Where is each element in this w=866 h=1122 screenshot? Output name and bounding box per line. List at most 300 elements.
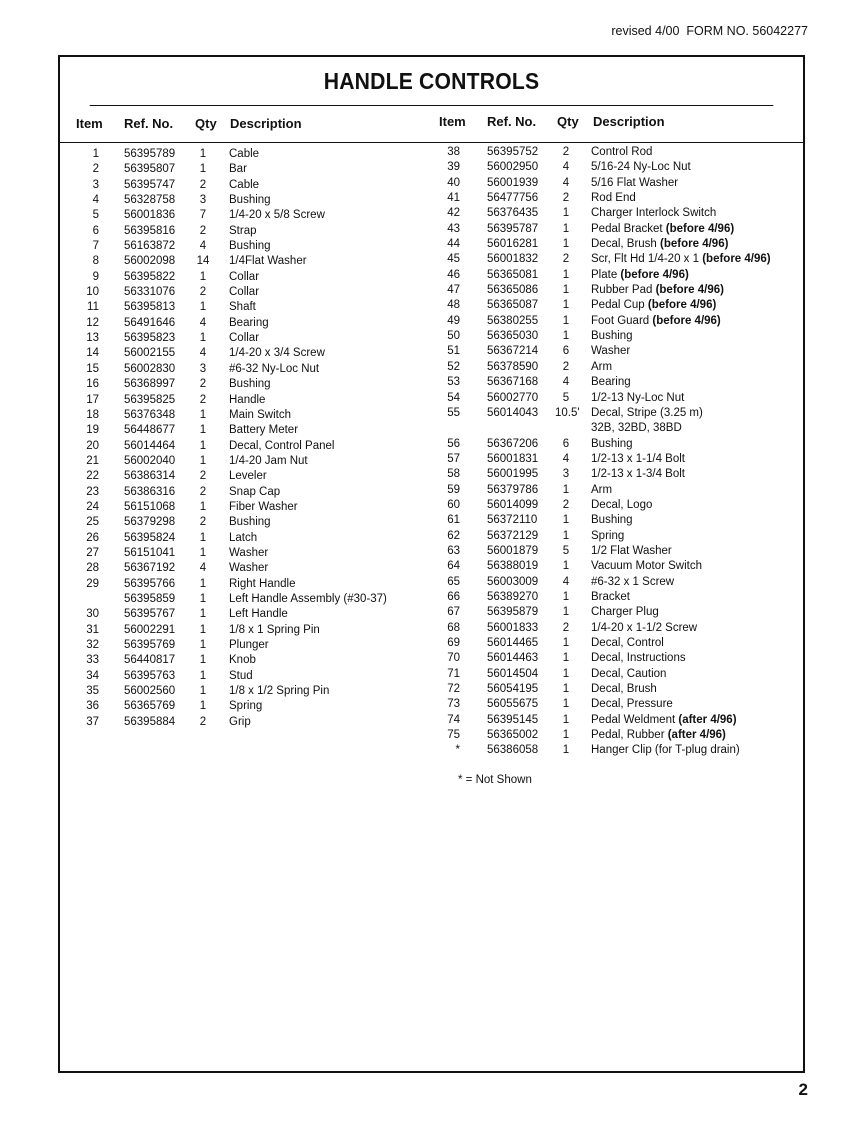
quantity: 3 [199, 194, 207, 207]
item-number: 49 [447, 314, 460, 327]
description: Strap [229, 224, 257, 237]
table-row [60, 654, 420, 669]
quantity: 1 [199, 577, 207, 590]
item-number: 4 [92, 194, 99, 207]
date-note: (before 4/96) [665, 222, 735, 235]
description: Decal, Brush [591, 683, 657, 696]
description: Vacuum Motor Switch [591, 560, 702, 573]
description: 1/4Flat Washer [229, 255, 307, 268]
table-row [420, 238, 805, 253]
header-ref-right: Ref. No. [487, 114, 537, 129]
quantity: 1 [562, 314, 570, 327]
item-number: 38 [447, 146, 460, 158]
header-rule [60, 142, 803, 143]
description: Decal, Caution [591, 667, 667, 680]
description: Washer [591, 345, 631, 358]
table-row [420, 468, 805, 483]
quantity: 1 [199, 148, 207, 160]
ref-number: 56163872 [124, 240, 176, 253]
description: Left Handle Assembly (#30-37) [229, 592, 387, 605]
item-number: 63 [447, 544, 460, 557]
table-row [420, 207, 805, 222]
table-row [420, 668, 805, 683]
quantity: 14 [196, 255, 210, 268]
ref-number: 56367206 [487, 437, 539, 450]
ref-number: 56014099 [487, 498, 539, 511]
ref-number: 56367214 [487, 345, 539, 358]
table-row [60, 240, 420, 255]
ref-number: 56365769 [124, 700, 176, 713]
description: Washer [229, 562, 269, 575]
description: Spring [229, 700, 263, 713]
table-row [60, 148, 420, 163]
description: Bushing [229, 516, 271, 529]
quantity: 4 [562, 575, 570, 588]
table-row [420, 484, 805, 499]
table-row [60, 532, 420, 547]
date-note: (before 4/96) [702, 253, 771, 266]
ref-number: 56001833 [487, 621, 539, 634]
item-number: 1 [92, 148, 99, 160]
description: Latch [229, 531, 258, 544]
date-note: (after 4/96) [678, 713, 737, 726]
form-number: FORM NO. 56042277 [686, 24, 808, 38]
page-title: HANDLE CONTROLS [90, 57, 774, 106]
description: 5/16-24 Ny-Loc Nut [591, 161, 691, 174]
quantity: 2 [199, 393, 207, 406]
item-number: 19 [86, 424, 99, 437]
ref-number: 56491646 [124, 316, 176, 329]
description: Bracket [591, 590, 630, 603]
ref-number: 56014504 [487, 667, 539, 680]
ref-number: 56014465 [487, 637, 539, 649]
quantity: 2 [562, 146, 570, 158]
description: Snap Cap [229, 485, 281, 498]
quantity: 6 [562, 437, 570, 450]
quantity: 4 [562, 452, 570, 465]
table-row [60, 225, 420, 240]
ref-number: 56372129 [487, 529, 539, 542]
ref-number: 56365087 [487, 299, 539, 312]
description: 32B, 32BD, 38BD [591, 422, 682, 435]
description: Bushing [229, 194, 271, 207]
item-number: 54 [447, 391, 460, 404]
quantity: 1 [562, 590, 570, 603]
description: Pedal Bracket (before 4/96) [591, 222, 735, 235]
ref-number: 56001879 [487, 544, 539, 557]
quantity: 4 [562, 176, 570, 189]
ref-number: 56440817 [124, 654, 176, 667]
table-row [420, 714, 805, 729]
table-row [420, 591, 805, 606]
quantity: 1 [199, 608, 207, 621]
ref-number: 56001832 [487, 253, 539, 266]
ref-number: 56389270 [487, 590, 539, 603]
description: Spring [591, 529, 625, 542]
description: 1/4-20 x 5/8 Screw [229, 209, 325, 222]
quantity: 2 [199, 516, 207, 529]
table-row [420, 652, 805, 667]
ref-number: 56395769 [124, 639, 176, 651]
item-number: 18 [86, 408, 99, 421]
ref-number: 56328758 [124, 194, 176, 207]
description: Grip [229, 715, 251, 728]
ref-number: 56365030 [487, 330, 539, 343]
item-number: 59 [447, 483, 460, 496]
item-number: 3 [92, 178, 99, 191]
quantity: 2 [562, 498, 570, 511]
quantity: 1 [562, 652, 570, 665]
description: 1/2-13 x 1-3/4 Bolt [591, 468, 685, 481]
quantity: 1 [199, 639, 207, 651]
quantity: 1 [562, 238, 570, 251]
description: #6-32 Ny-Loc Nut [229, 362, 320, 375]
date-note: (before 4/96) [647, 299, 717, 312]
table-row [60, 670, 420, 685]
table-row [420, 453, 805, 468]
description: 1/8 x 1 Spring Pin [229, 623, 320, 636]
description: Collar [229, 332, 260, 345]
ref-number: 56367168 [487, 376, 539, 389]
description: Leveler [229, 470, 267, 483]
ref-number: 56002155 [124, 347, 176, 360]
quantity: 1 [562, 268, 570, 281]
description: Shaft [229, 301, 256, 314]
description: Left Handle [229, 608, 288, 621]
quantity: 4 [199, 316, 207, 329]
item-number: 44 [447, 238, 460, 251]
quantity: 1 [199, 700, 207, 713]
ref-number: 56054195 [487, 683, 539, 696]
quantity: 6 [562, 345, 570, 358]
item-number: 45 [447, 253, 460, 266]
quantity: 4 [199, 347, 207, 360]
item-number: 43 [447, 222, 460, 235]
table-row [60, 639, 420, 654]
quantity: 4 [199, 240, 207, 253]
page-number: 2 [798, 1080, 808, 1099]
item-number: 36 [86, 700, 99, 713]
item-number: 64 [447, 560, 460, 573]
description: Knob [229, 654, 256, 667]
quantity: 2 [562, 360, 570, 373]
table-row [60, 347, 420, 362]
description: 1/4-20 x 1-1/2 Screw [591, 621, 698, 634]
description: #6-32 x 1 Screw [591, 575, 675, 588]
quantity: 1 [562, 667, 570, 680]
table-row [60, 486, 420, 501]
table-row [420, 530, 805, 545]
ref-number: 56001831 [487, 452, 539, 465]
quantity: 3 [562, 468, 570, 481]
table-row [420, 161, 805, 176]
item-number: 8 [92, 255, 99, 268]
ref-number: 56331076 [124, 286, 176, 299]
description: Rod End [591, 192, 636, 205]
description: Decal, Logo [591, 498, 653, 511]
ref-number: 56380255 [487, 314, 539, 327]
table-row [420, 422, 805, 437]
item-number: 28 [86, 562, 99, 575]
quantity: 2 [562, 621, 570, 634]
table-row [60, 685, 420, 700]
table-row [60, 194, 420, 209]
description: Charger Plug [591, 606, 659, 619]
table-row [420, 192, 805, 207]
item-number: 23 [86, 485, 99, 498]
revised-date: revised 4/00 [611, 24, 680, 38]
item-number: 37 [86, 715, 99, 728]
table-row [420, 253, 805, 268]
item-number: 75 [447, 729, 460, 742]
item-number: 26 [86, 531, 99, 544]
description: Decal, Pressure [591, 698, 673, 711]
description: Bushing [591, 330, 633, 343]
ref-number: 56448677 [124, 424, 176, 437]
table-row [60, 440, 420, 455]
item-number: 12 [86, 316, 99, 329]
item-number: 24 [86, 500, 99, 513]
item-number: 15 [86, 362, 99, 375]
table-row [60, 593, 420, 608]
ref-number: 56376435 [487, 207, 539, 220]
header-desc-right: Description [593, 114, 665, 129]
ref-number: 56002040 [124, 454, 176, 467]
quantity: 1 [562, 284, 570, 297]
table-row [420, 514, 805, 529]
quantity: 5 [562, 391, 570, 404]
date-note: (before 4/96) [620, 268, 689, 281]
table-row [60, 286, 420, 301]
ref-number: 56386314 [124, 470, 176, 483]
table-row [420, 299, 805, 314]
date-note: (before 4/96) [655, 284, 724, 297]
quantity: 1 [562, 637, 570, 649]
ref-number: 56014464 [124, 439, 176, 452]
parts-list-frame [58, 55, 805, 1073]
quantity: 2 [199, 470, 207, 483]
table-row [420, 177, 805, 192]
description: Fiber Washer [229, 500, 298, 513]
description: 1/8 x 1/2 Spring Pin [229, 685, 330, 698]
quantity: 1 [199, 546, 207, 559]
description: Scr, Flt Hd 1/4-20 x 1 (before 4/96) [591, 253, 771, 266]
item-number: 70 [447, 652, 460, 665]
description: Arm [591, 360, 613, 373]
description: Bushing [229, 240, 271, 253]
table-row [60, 209, 420, 224]
table-row [420, 345, 805, 360]
description: Decal, Stripe (3.25 m) [591, 406, 703, 419]
ref-number: 56001995 [487, 468, 539, 481]
item-number: 17 [86, 393, 99, 406]
quantity: 2 [199, 715, 207, 728]
ref-number: 56395752 [487, 146, 539, 158]
description: 1/2 Flat Washer [591, 544, 672, 557]
table-row [420, 606, 805, 621]
quantity: 1 [562, 529, 570, 542]
table-row [60, 700, 420, 715]
ref-number: 56376348 [124, 408, 176, 421]
description: Pedal Cup (before 4/96) [591, 299, 717, 312]
quantity: 1 [199, 454, 207, 467]
ref-number: 56395747 [124, 178, 176, 191]
item-number: 20 [86, 439, 99, 452]
ref-number: 56395879 [487, 606, 539, 619]
description: Control Rod [591, 146, 653, 158]
description: Pedal Weldment (after 4/96) [591, 713, 737, 726]
item-number: 62 [447, 529, 460, 542]
left-parts-list [60, 148, 420, 731]
right-parts-list [420, 146, 805, 760]
item-number: 65 [447, 575, 460, 588]
ref-number: 56395825 [124, 393, 176, 406]
description: 1/4-20 Jam Nut [229, 454, 308, 467]
description: 1/2-13 Ny-Loc Nut [591, 391, 685, 404]
date-note: (before 4/96) [652, 314, 721, 327]
item-number: 27 [86, 546, 99, 559]
item-number: 32 [86, 639, 99, 651]
table-row [60, 455, 420, 470]
description: Stud [229, 669, 253, 682]
quantity: 1 [562, 207, 570, 220]
table-row [420, 729, 805, 744]
description: Right Handle [229, 577, 296, 590]
description: Bushing [591, 514, 633, 527]
item-number: 13 [86, 332, 99, 345]
description: Hanger Clip (for T-plug drain) [591, 744, 740, 757]
ref-number: 56395145 [487, 713, 539, 726]
ref-number: 56368997 [124, 378, 176, 391]
table-row [420, 407, 805, 422]
item-number: 2 [92, 163, 99, 176]
quantity: 1 [562, 330, 570, 343]
header-qty-left: Qty [195, 116, 217, 131]
item-number: 66 [447, 590, 460, 603]
item-number: 69 [447, 637, 460, 649]
item-number: 34 [86, 669, 99, 682]
description: Battery Meter [229, 424, 299, 437]
quantity: 2 [562, 192, 570, 205]
quantity: 1 [562, 560, 570, 573]
table-row [60, 363, 420, 378]
description: Bushing [591, 437, 633, 450]
table-row [60, 470, 420, 485]
quantity: 2 [562, 253, 570, 266]
table-row [420, 438, 805, 453]
item-number: 72 [447, 683, 460, 696]
date-note: (after 4/96) [667, 729, 726, 742]
table-row [60, 301, 420, 316]
table-row [60, 179, 420, 194]
table-row [420, 622, 805, 637]
item-number: 51 [447, 345, 460, 358]
quantity: 1 [199, 531, 207, 544]
table-row [420, 223, 805, 238]
item-number: 57 [447, 452, 460, 465]
header-ref-left: Ref. No. [124, 116, 174, 131]
item-number: 56 [447, 437, 460, 450]
form-header [611, 24, 808, 38]
item-number: 42 [447, 207, 460, 220]
item-number: 61 [447, 514, 460, 527]
description: Decal, Control [591, 637, 664, 649]
table-row [60, 255, 420, 270]
description: Rubber Pad (before 4/96) [591, 284, 724, 297]
item-number: 9 [92, 270, 99, 283]
description: 5/16 Flat Washer [591, 176, 679, 189]
ref-number: 56395822 [124, 270, 176, 283]
table-row [60, 624, 420, 639]
quantity: 1 [199, 332, 207, 345]
ref-number: 56379786 [487, 483, 539, 496]
item-number: 67 [447, 606, 460, 619]
table-row [60, 378, 420, 393]
column-headers [60, 116, 803, 138]
description: Handle [229, 393, 266, 406]
item-number: 60 [447, 498, 460, 511]
header-item-right: Item [439, 114, 466, 129]
item-number: 74 [447, 713, 460, 726]
ref-number: 56001939 [487, 176, 539, 189]
table-row [420, 545, 805, 560]
item-number: 29 [86, 577, 99, 590]
header-qty-right: Qty [557, 114, 579, 129]
description: Main Switch [229, 408, 291, 421]
table-row [60, 409, 420, 424]
quantity: 2 [199, 178, 207, 191]
ref-number: 56372110 [487, 514, 538, 527]
description: Charger Interlock Switch [591, 207, 717, 220]
table-row [60, 578, 420, 593]
quantity: 1 [199, 270, 207, 283]
quantity: 2 [199, 224, 207, 237]
item-number: 47 [447, 284, 460, 297]
item-number: 7 [92, 240, 99, 253]
description: Cable [229, 148, 260, 160]
quantity: 1 [562, 606, 570, 619]
description: Bushing [229, 378, 271, 391]
item-number: 58 [447, 468, 460, 481]
quantity: 1 [562, 744, 570, 757]
table-row [60, 547, 420, 562]
quantity: 1 [562, 729, 570, 742]
item-number: 53 [447, 376, 460, 389]
item-number: 39 [447, 161, 460, 174]
quantity: 1 [199, 669, 207, 682]
table-row [420, 361, 805, 376]
table-row [420, 576, 805, 591]
table-row [420, 269, 805, 284]
table-row [420, 146, 805, 161]
quantity: 1 [562, 514, 570, 527]
quantity: 1 [562, 222, 570, 235]
description: 1/2-13 x 1-1/4 Bolt [591, 452, 685, 465]
table-row [420, 376, 805, 391]
table-row [60, 424, 420, 439]
description: Plunger [229, 639, 269, 651]
quantity: 1 [199, 301, 207, 314]
description: Plate (before 4/96) [591, 268, 689, 281]
ref-number: 56002560 [124, 685, 176, 698]
table-row [60, 501, 420, 516]
ref-number: 56055675 [487, 698, 539, 711]
item-number: 30 [86, 608, 99, 621]
ref-number: 56395813 [124, 301, 176, 314]
item-number: 55 [447, 406, 460, 419]
quantity: 1 [199, 592, 207, 605]
ref-number: 56395763 [124, 669, 176, 682]
